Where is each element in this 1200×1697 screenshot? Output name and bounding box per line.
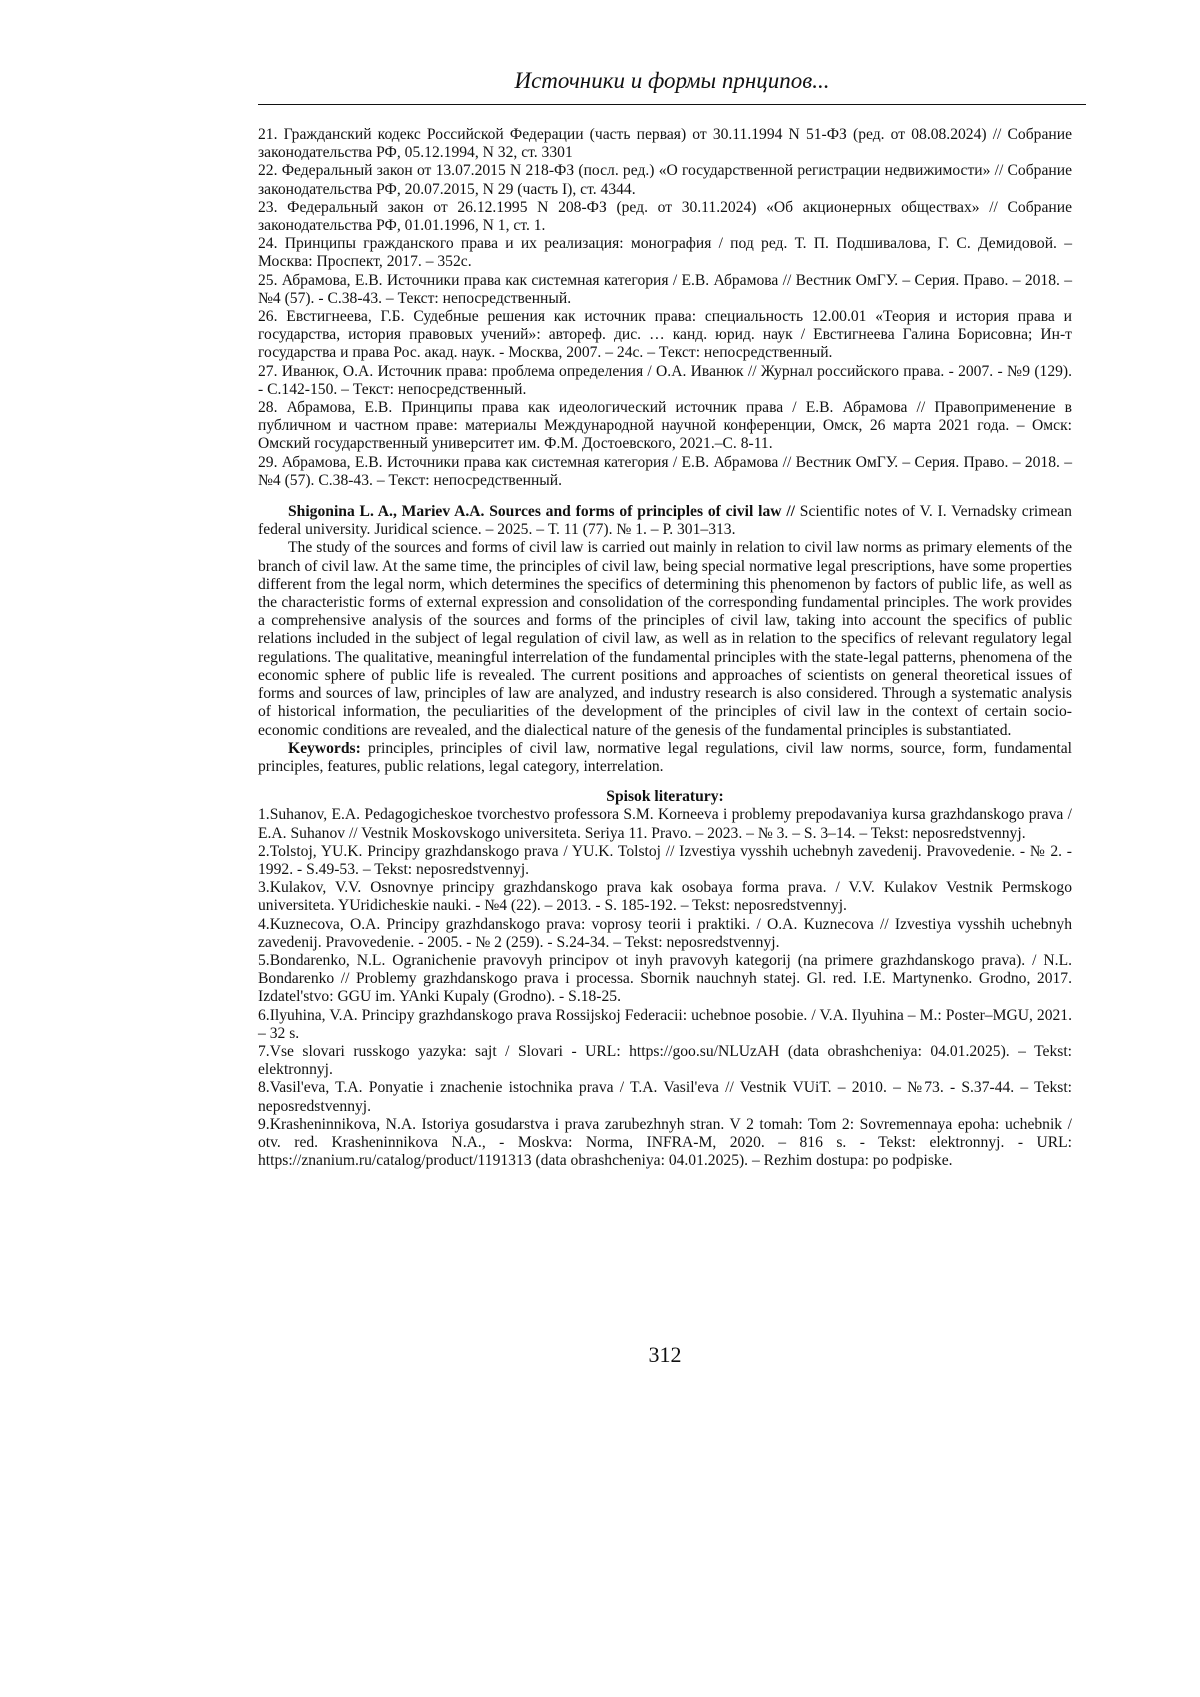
citation-source: Scientific notes of V. I. Vernadsky crimean federal university. Juridical science. – 2025. – Т. 11 (77). № 1. – Р. 301–313.	[258, 503, 1072, 539]
citation	[258, 503, 1072, 539]
literature-item: 3.Kulakov, V.V. Osnovnye principy grazhdanskogo prava kak osobaya forma prava. / V.V. Kulakov Vestnik Permskogo universiteta. YUridicheskie nauki. - №4 (22). – 2013. - S. 185-192. – Tekst: neposredstvennyj.	[258, 879, 1072, 915]
reference-item: 27. Иванюк, О.А. Источник права: проблема определения / О.А. Иванюк // Журнал российского права. - 2007. - №9 (129). - С.142-150. – Текст: непосредственный.	[258, 362, 1072, 398]
literature-item: 9.Krasheninnikova, N.A. Istoriya gosudarstva i prava zarubezhnyh stran. V 2 tomah: Tom 2: Sovremennaya epoha: uchebnik / otv. red. Krasheninnikova N.A., - Moskva: Norma, INFRA-M, 2020. – 816 s. - Tekst: elektronnyj. - URL: https://znanium.ru/catalog/product/1191313 (data obrashcheniya: 04.01.2025). – Rezhim dostupa: po podpiske.	[258, 1115, 1072, 1170]
reference-item: 23. Федеральный закон от 26.12.1995 N 208-ФЗ (ред. от 30.11.2024) «Об акционерных обществах» // Собрание законодательства РФ, 01.01.1996, N 1, ст. 1.	[258, 198, 1072, 235]
literature-list	[258, 806, 1072, 1170]
page-number: 312	[648, 1342, 682, 1367]
literature-item: 6.Ilyuhina, V.A. Principy grazhdanskogo prava Rossijskoj Federacii: uchebnoe posobie. / V.A. Ilyuhina – M.: Poster–MGU, 2021. – 32 s.	[258, 1006, 1072, 1042]
running-header: Источники и формы прнципов...	[514, 68, 830, 93]
keywords-text: principles, principles of civil law, normative legal regulations, civil law norms, source, form, fundamental principles, features, public relations, legal category, interrelation.	[258, 739, 1072, 775]
literature-item: 2.Tolstoj, YU.K. Principy grazhdanskogo prava / YU.K. Tolstoj // Izvestiya vysshih uchebnyh zavedenij. Pravovedenie. - № 2. - 1992. - S.49-53. – Tekst: neposredstvennyj.	[258, 842, 1072, 878]
literature-heading: Spisok literatury:	[606, 788, 724, 806]
header-rule	[258, 104, 1086, 105]
reference-item: 25. Абрамова, Е.В. Источники права как системная категория / Е.В. Абрамова // Вестник ОмГУ. – Серия. Право. – 2018. – №4 (57). - С.38-43. – Текст: непосредственный.	[258, 271, 1072, 307]
literature-item: 5.Bondarenko, N.L. Ogranichenie pravovyh principov ot inyh pravovyh kategorij (na primere grazhdanskogo prava). / N.L. Bondarenko // Problemy grazhdanskogo prava i processa. Sbornik nauchnyh statej. Gl. red. I.E. Martynenko. Grodno, 2017. Izdatel'stvo: GGU im. YAnki Kupaly (Grodno). - S.18-25.	[258, 951, 1072, 1006]
reference-item: 26. Евстигнеева, Г.Б. Судебные решения как источник права: специальность 12.00.01 «Теория и история права и государства, история правовых учений»: автореф. дис. … канд. юрид. наук / Евстигнеева Галина Борисовна; Ин-т государства и права Рос. акад. наук. - Москва, 2007. – 24с. – Текст: непосредственный.	[258, 308, 1072, 362]
reference-item: 22. Федеральный закон от 13.07.2015 N 218-ФЗ (посл. ред.) «О государственной регистрации недвижимости» // Собрание законодательства РФ, 20.07.2015, N 29 (часть I), ст. 4344.	[258, 162, 1072, 198]
keywords-label: Keywords:	[288, 739, 361, 757]
reference-item: 24. Принципы гражданского права и их реализация: монография / под ред. Т. П. Подшивалова, Г. С. Демидовой. – Москва: Проспект, 2017. – 352с.	[258, 235, 1072, 271]
reference-item: 28. Абрамова, Е.В. Принципы права как идеологический источник права / Е.В. Абрамова // Правоприменение в публичном и частном праве: материалы Международной научной конференции, Омск, 26 марта 2021 года. – Омск: Омский государственный университет им. Ф.М. Достоевского, 2021.–С. 8-11.	[258, 399, 1072, 453]
english-abstract-block	[258, 503, 1072, 776]
literature-item: 7.Vse slovari russkogo yazyka: sajt / Slovari - URL: https://goo.su/NLUzAH (data obrashcheniya: 04.01.2025). – Tekst: elektronnyj.	[258, 1042, 1072, 1079]
literature-item: 8.Vasil'eva, T.A. Ponyatie i znachenie istochnika prava / T.A. Vasil'eva // Vestnik VUiT. – 2010. – №73. - S.37-44. – Tekst: neposredstvennyj.	[258, 1079, 1072, 1115]
reference-item: 29. Абрамова, Е.В. Источники права как системная категория / Е.В. Абрамова // Вестник ОмГУ. – Серия. Право. – 2018. – №4 (57). С.38-43. – Текст: непосредственный.	[258, 453, 1072, 489]
body-column	[258, 126, 1072, 1170]
keywords	[258, 740, 1072, 776]
literature-item: 1.Suhanov, E.A. Pedagogicheskoe tvorchestvo professora S.M. Korneeva i problemy prepodavaniya kursa grazhdanskogo prava / E.A. Suhanov // Vestnik Moskovskogo universiteta. Seriya 11. Pravo. – 2023. – № 3. – S. 3–14. – Tekst: neposredstvennyj.	[258, 806, 1072, 842]
literature-item: 4.Kuznecova, O.A. Principy grazhdanskogo prava: voprosy teorii i praktiki. / O.A. Kuznecova // Izvestiya vysshih uchebnyh zavedenij. Pravovedenie. - 2005. - № 2 (259). - S.24-34. – Tekst: neposredstvennyj.	[258, 915, 1072, 951]
abstract-text: The study of the sources and forms of civil law is carried out mainly in relation to civil law norms as primary elements of the branch of civil law. At the same time, the principles of civil law, being special normative legal prescriptions, have some properties different from the legal norm, which determines the specifics of determining this phenomenon by factors of public life, as well as the characteristic forms of external expression and consolidation of the corresponding fundamental principles. The work provides a comprehensive analysis of the sources and forms of the principles of civil law, taking into account the specifics of public relations included in the subject of legal regulation of civil law, as well as in relation to the specifics of relevant regulatory legal regulations. The qualitative, meaningful interrelation of the fundamental principles with the state-legal patterns, phenomena of the economic sphere of public life is revealed. The current positions and approaches of scientists on general theoretical issues of forms and sources of law, principles of law are analyzed, and industry research is also considered. Through a systematic analysis of historical information, the peculiarities of the development of the principles of civil law in the context of certain socio-economic conditions are revealed, and the dialectical nature of the genesis of the fundamental principles is substantiated.	[258, 539, 1072, 739]
citation-authors-title: Shigonina L. A., Mariev A.A. Sources and forms of principles of civil law //	[288, 503, 795, 521]
reference-item: 21. Гражданский кодекс Российской Федерации (часть первая) от 30.11.1994 N 51-ФЗ (ред. от 08.08.2024) // Собрание законодательства РФ, 05.12.1994, N 32, ст. 3301	[258, 126, 1072, 162]
references-ru-list	[258, 126, 1072, 490]
